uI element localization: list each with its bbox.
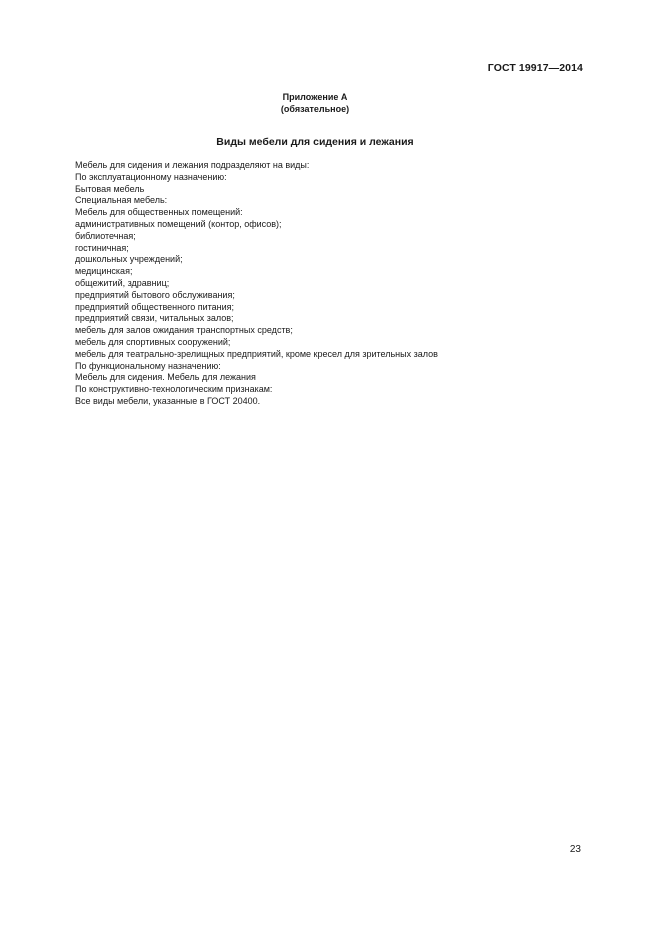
body-line: По конструктивно-технологическим признакам: bbox=[75, 384, 273, 395]
body-text bbox=[75, 160, 595, 408]
body-line: предприятий бытового обслуживания; bbox=[75, 289, 235, 300]
body-line: Мебель для сидения. Мебель для лежания bbox=[75, 372, 256, 383]
body-line: Все виды мебели, указанные в ГОСТ 20400. bbox=[75, 395, 261, 406]
body-line: общежитий, здравниц; bbox=[75, 277, 170, 288]
body-line: По эксплуатационному назначению: bbox=[75, 171, 227, 182]
body-line: мебель для театрально-зрелищных предприятий, кроме кресел для зрительных залов bbox=[75, 348, 438, 359]
body-line: Бытовая мебель bbox=[75, 183, 145, 194]
appendix-heading bbox=[0, 92, 630, 115]
document-code: ГОСТ 19917—2014 bbox=[487, 62, 583, 74]
body-line: Специальная мебель: bbox=[75, 195, 168, 206]
page-number: 23 bbox=[569, 844, 581, 855]
body-line: Мебель для общественных помещений: bbox=[75, 207, 243, 218]
body-line: По функциональному назначению: bbox=[75, 360, 221, 371]
body-line: гостиничная; bbox=[75, 242, 129, 253]
body-line: административных помещений (контор, офисов); bbox=[75, 218, 282, 229]
body-line: медицинская; bbox=[75, 266, 133, 277]
body-line: предприятий общественного питания; bbox=[75, 301, 235, 312]
body-line: мебель для спортивных сооружений; bbox=[75, 336, 231, 347]
body-line: мебель для залов ожидания транспортных средств; bbox=[75, 325, 293, 336]
section-title: Виды мебели для сидения и лежания bbox=[216, 136, 414, 148]
body-line: дошкольных учреждений; bbox=[75, 254, 183, 265]
body-line: Мебель для сидения и лежания подразделяют на виды: bbox=[75, 160, 310, 170]
body-line: предприятий связи, читальных залов; bbox=[75, 313, 234, 324]
body-line: библиотечная; bbox=[75, 230, 136, 241]
appendix-status: (обязательное) bbox=[280, 103, 350, 114]
appendix-label: Приложение А bbox=[282, 92, 348, 102]
